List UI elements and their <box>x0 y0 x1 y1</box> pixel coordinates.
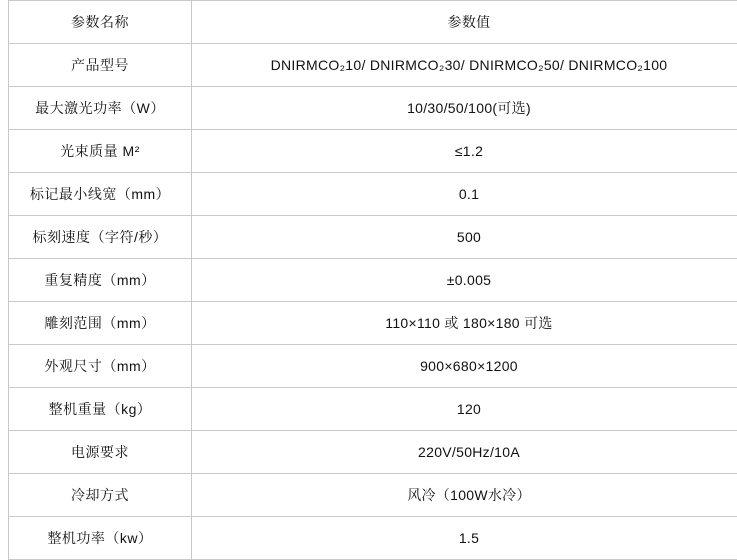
row-value: ±0.005 <box>192 259 737 302</box>
row-value: DNIRMCO₂10/ DNIRMCO₂30/ DNIRMCO₂50/ DNIRMCO₂100 <box>192 44 737 87</box>
row-value: 120 <box>192 388 737 431</box>
row-value: 风冷（100W水冷） <box>192 474 737 517</box>
table-row <box>9 216 737 259</box>
row-label: 标刻速度（字符/秒） <box>9 216 192 259</box>
table-row <box>9 388 737 431</box>
row-label: 重复精度（mm） <box>9 259 192 302</box>
row-label: 外观尺寸（mm） <box>9 345 192 388</box>
row-value: 500 <box>192 216 737 259</box>
table-body <box>9 1 737 560</box>
row-value: 1.5 <box>192 517 737 560</box>
table-row <box>9 130 737 173</box>
table-row <box>9 517 737 560</box>
table-row <box>9 474 737 517</box>
table-header-row <box>9 1 737 44</box>
specification-table <box>8 0 737 560</box>
row-label: 整机重量（kg） <box>9 388 192 431</box>
table-row <box>9 259 737 302</box>
table-row <box>9 302 737 345</box>
row-label: 雕刻范围（mm） <box>9 302 192 345</box>
table-row <box>9 44 737 87</box>
row-label: 光束质量 M² <box>9 130 192 173</box>
column-header-parameter-value: 参数值 <box>192 1 737 44</box>
table-row <box>9 345 737 388</box>
row-value: ≤1.2 <box>192 130 737 173</box>
row-label: 电源要求 <box>9 431 192 474</box>
table-row <box>9 431 737 474</box>
row-label: 整机功率（kw） <box>9 517 192 560</box>
row-value: 900×680×1200 <box>192 345 737 388</box>
table-row <box>9 173 737 216</box>
table-row <box>9 87 737 130</box>
row-label: 产品型号 <box>9 44 192 87</box>
row-label: 冷却方式 <box>9 474 192 517</box>
row-label: 最大激光功率（W） <box>9 87 192 130</box>
row-value: 10/30/50/100(可选) <box>192 87 737 130</box>
row-value: 110×110 或 180×180 可选 <box>192 302 737 345</box>
column-header-parameter-name: 参数名称 <box>9 1 192 44</box>
row-value: 0.1 <box>192 173 737 216</box>
row-value: 220V/50Hz/10A <box>192 431 737 474</box>
row-label: 标记最小线宽（mm） <box>9 173 192 216</box>
